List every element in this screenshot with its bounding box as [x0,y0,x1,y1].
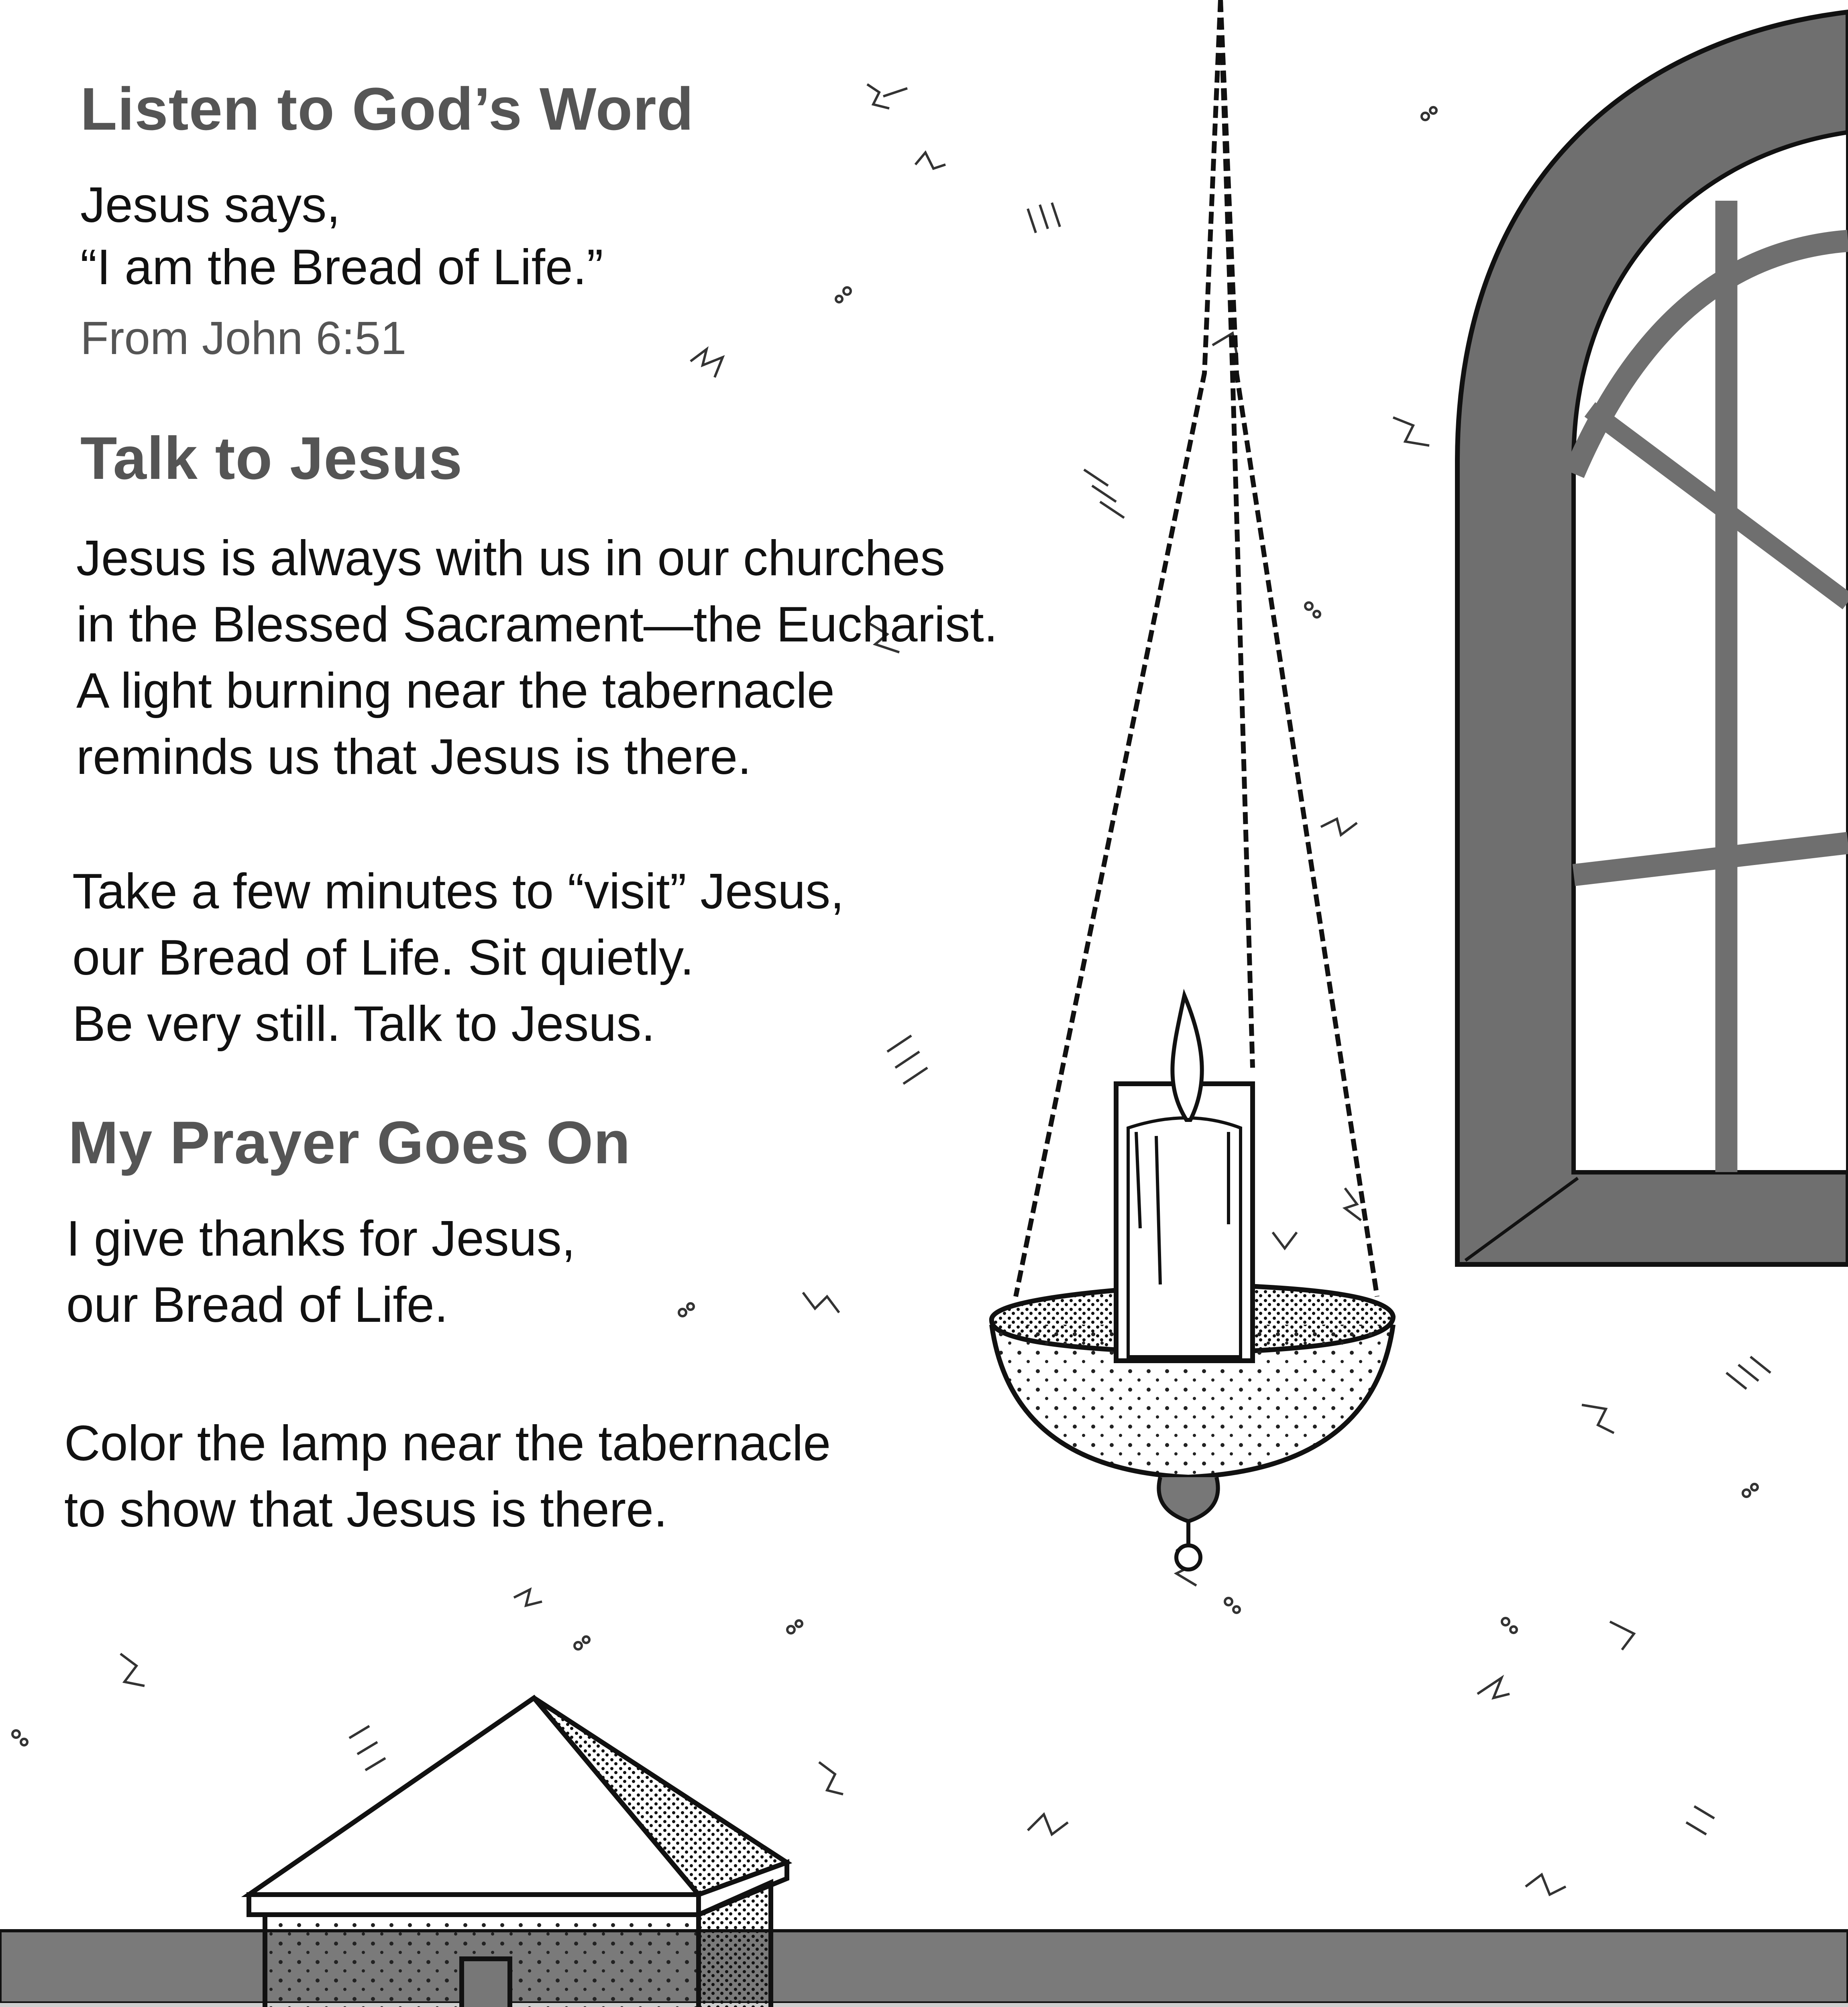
heading-talk: Talk to Jesus [80,424,463,492]
talk-line: our Bread of Life. Sit quietly. [72,930,694,985]
scripture-quote: “I am the Bread of Life.” [80,240,603,295]
talk-line: Take a few minutes to “visit” Jesus, [72,864,844,919]
talk-line: reminds us that Jesus is there. [76,729,752,785]
scripture-intro: Jesus says, [80,177,340,233]
talk-line: Be very still. Talk to Jesus. [72,996,655,1052]
scripture-citation: From John 6:51 [80,312,407,364]
prayer-line: Color the lamp near the tabernacle [64,1416,831,1471]
prayer-line: to show that Jesus is there. [64,1482,668,1537]
prayer-line: I give thanks for Jesus, [66,1211,576,1266]
heading-listen: Listen to God’s Word [80,75,694,142]
sanctuary-lamp [992,0,1393,1569]
tabernacle [249,1698,787,2007]
talk-line: Jesus is always with us in our churches [76,531,945,586]
talk-line: A light burning near the tabernacle [76,663,835,719]
arched-window [1457,12,1848,1264]
prayer-line: our Bread of Life. [66,1277,448,1333]
heading-prayer: My Prayer Goes On [68,1109,631,1176]
talk-line: in the Blessed Sacrament—the Eucharist. [76,597,998,652]
